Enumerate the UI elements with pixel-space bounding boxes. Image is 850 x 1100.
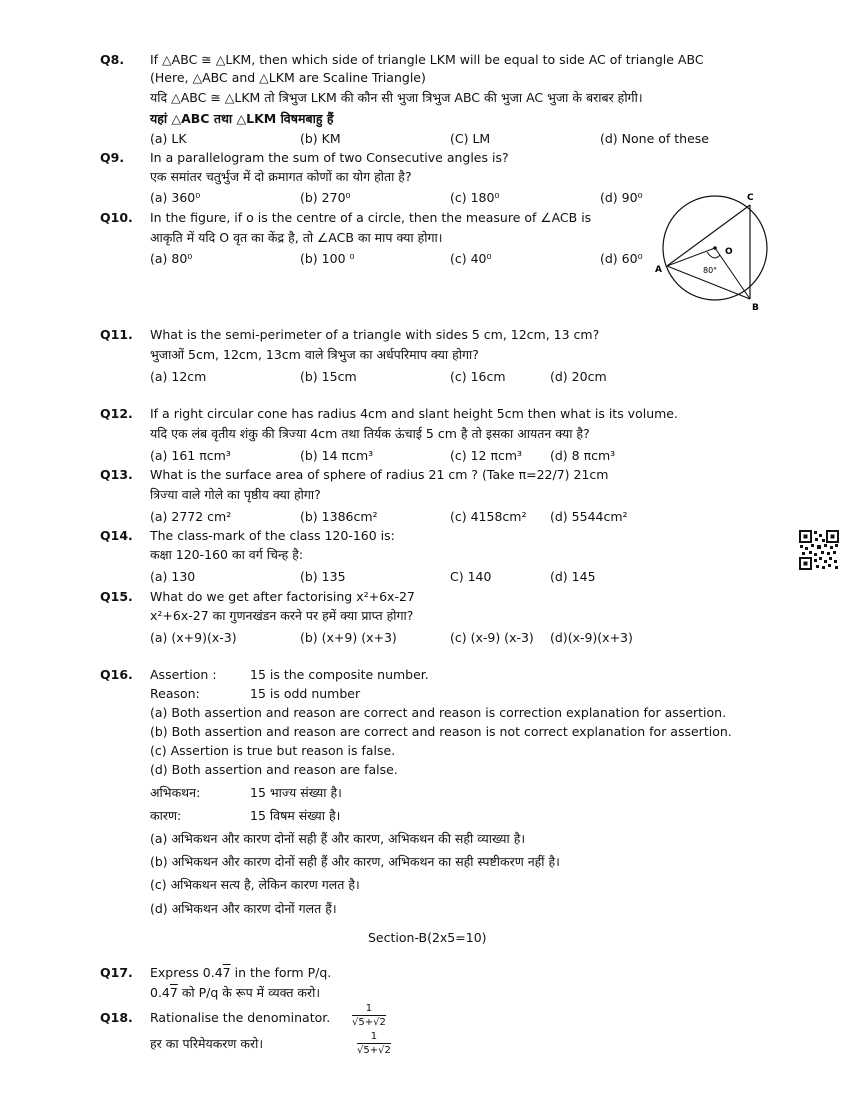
q16-option-d: (d) Both assertion and reason are false.	[150, 762, 398, 777]
q10-option-a: (a) 80⁰	[150, 251, 193, 266]
q8-option-b: (b) KM	[300, 131, 341, 146]
q16-assertion-label: Assertion :	[150, 667, 217, 682]
q15-number: Q15.	[100, 589, 133, 604]
q13-option-a: (a) 2772 cm²	[150, 509, 232, 524]
q12-number: Q12.	[100, 406, 133, 421]
q9-option-b: (b) 270⁰	[300, 190, 351, 205]
q9-number: Q9.	[100, 150, 125, 165]
q18-question-hi: हर का परिमेयकरण करो।	[150, 1036, 264, 1051]
q18-number: Q18.	[100, 1010, 133, 1025]
q16-option-b-hi: (b) अभिकथन और कारण दोनों सही हैं और कारण, अभिकथन का सही स्पष्टीकरण नहीं है।	[150, 854, 560, 869]
q10-option-d: (d) 60⁰	[600, 251, 643, 266]
q17-question-en: Express 0.47 in the form P/q.	[150, 965, 332, 980]
q15-question-hi: x²+6x-27 का गुणनखंडन करने पर हमें क्या प्राप्त होगा?	[150, 608, 414, 623]
q9-option-c: (c) 180⁰	[450, 190, 500, 205]
q8-option-c: (C) LM	[450, 131, 491, 146]
q15-option-d: (d)(x-9)(x+3)	[550, 630, 633, 645]
label-b: B	[752, 303, 759, 313]
chord-ac	[667, 205, 750, 266]
q9-option-d: (d) 90⁰	[600, 190, 643, 205]
radius-oa	[667, 248, 715, 266]
q11-option-b: (b) 15cm	[300, 369, 357, 384]
q10-number: Q10.	[100, 210, 133, 225]
q8-option-d: (d) None of these	[600, 131, 709, 146]
label-c: C	[747, 193, 754, 203]
qr-code	[799, 530, 839, 570]
q14-option-b: (b) 135	[300, 569, 346, 584]
q8-option-a: (a) LK	[150, 131, 187, 146]
q8-note-hi: यहां △ABC तथा △LKM विषमबाहु हैं	[150, 111, 334, 126]
q16-reason-hi: 15 विषम संख्या है।	[250, 808, 341, 823]
q12-option-b: (b) 14 πcm³	[300, 448, 374, 463]
q16-option-c: (c) Assertion is true but reason is false.	[150, 743, 396, 758]
section-b-heading: Section-B(2x5=10)	[368, 930, 487, 945]
q13-number: Q13.	[100, 467, 133, 482]
circle-figure	[648, 188, 778, 313]
q11-option-a: (a) 12cm	[150, 369, 207, 384]
q10-option-c: (c) 40⁰	[450, 251, 492, 266]
center-point	[713, 246, 717, 250]
q11-number: Q11.	[100, 327, 133, 342]
q18-fraction-en: $\frac{1}{√5+√2}$	[352, 1003, 386, 1028]
q15-option-b: (b) (x+9) (x+3)	[300, 630, 397, 645]
q18-question-en: Rationalise the denominator.	[150, 1010, 331, 1025]
q8-note-en: (Here, △ABC and △LKM are Scaline Triangle)	[150, 70, 426, 85]
q13-question-hi: त्रिज्या वाले गोले का पृष्ठीय क्या होगा?	[150, 487, 321, 502]
q16-reason-label-hi: कारण:	[150, 808, 182, 823]
q10-option-b: (b) 100 ⁰	[300, 251, 355, 266]
q16-reason-label: Reason:	[150, 686, 200, 701]
q16-assertion-label-hi: अभिकथन:	[150, 785, 201, 800]
q14-question-en: The class-mark of the class 120-160 is:	[150, 528, 395, 543]
q11-question-en: What is the semi-perimeter of a triangle with sides 5 cm, 12cm, 13 cm?	[150, 327, 600, 342]
q16-assertion-hi: 15 भाज्य संख्या है।	[250, 785, 342, 800]
q13-option-d: (d) 5544cm²	[550, 509, 628, 524]
q15-option-a: (a) (x+9)(x-3)	[150, 630, 237, 645]
q11-option-c: (c) 16cm	[450, 369, 506, 384]
q12-option-d: (d) 8 πcm³	[550, 448, 616, 463]
q18-fraction-hi: $\frac{1}{√5+√2}$	[357, 1031, 391, 1056]
repeating-bar-digit: 7	[222, 965, 231, 980]
q13-option-b: (b) 1386cm²	[300, 509, 378, 524]
angle-label: 80°	[703, 266, 718, 275]
q8-number: Q8.	[100, 52, 125, 67]
q16-number: Q16.	[100, 667, 133, 682]
q16-option-c-hi: (c) अभिकथन सत्य है, लेकिन कारण गलत है।	[150, 877, 360, 892]
q16-option-d-hi: (d) अभिकथन और कारण दोनों गलत हैं।	[150, 901, 337, 916]
q12-option-c: (c) 12 πcm³	[450, 448, 523, 463]
q14-option-a: (a) 130	[150, 569, 196, 584]
q9-question-en: In a parallelogram the sum of two Consecutive angles is?	[150, 150, 509, 165]
q9-option-a: (a) 360⁰	[150, 190, 201, 205]
q11-question-hi: भुजाओं 5cm, 12cm, 13cm वाले त्रिभुज का अर्धपरिमाप क्या होगा?	[150, 347, 479, 362]
q14-number: Q14.	[100, 528, 133, 543]
q8-question-hi: यदि △ABC ≅ △LKM तो त्रिभुज LKM की कौन सी भुजा त्रिभुज ABC की भुजा AC भुजा के बराबर होगी।	[150, 90, 643, 105]
q12-question-en: If a right circular cone has radius 4cm and slant height 5cm then what is its volume.	[150, 406, 678, 421]
q13-question-en: What is the surface area of sphere of radius 21 cm ? (Take π=22/7) 21cm	[150, 467, 609, 482]
q14-question-hi: कक्षा 120-160 का वर्ग चिन्ह है:	[150, 547, 304, 562]
q17-number: Q17.	[100, 965, 133, 980]
q12-option-a: (a) 161 πcm³	[150, 448, 231, 463]
label-o: O	[725, 247, 733, 257]
q15-question-en: What do we get after factorising x²+6x-27	[150, 589, 415, 604]
q16-option-b: (b) Both assertion and reason are correct and reason is not correct explanation for assertion.	[150, 724, 732, 739]
q17-question-hi: 0.47 को P/q के रूप में व्यक्त करो।	[150, 985, 321, 1000]
q9-question-hi: एक समांतर चतुर्भुज में दो क्रमागत कोणों का योग होता है?	[150, 169, 412, 184]
q16-assertion: 15 is the composite number.	[250, 667, 429, 682]
q16-reason: 15 is odd number	[250, 686, 361, 701]
q15-option-c: (c) (x-9) (x-3)	[450, 630, 534, 645]
q11-option-d: (d) 20cm	[550, 369, 607, 384]
q14-option-c: C) 140	[450, 569, 492, 584]
q10-question-hi: आकृति में यदि O वृत का केंद्र है, तो ∠ACB का माप क्या होगा।	[150, 230, 443, 245]
q10-question-en: In the figure, if o is the centre of a circle, then the measure of ∠ACB is	[150, 210, 592, 225]
q16-option-a: (a) Both assertion and reason are correct and reason is correction explanation for assertion.	[150, 705, 727, 720]
label-a: A	[655, 265, 662, 275]
q16-option-a-hi: (a) अभिकथन और कारण दोनों सही हैं और कारण, अभिकथन की सही व्याख्या है।	[150, 831, 526, 846]
q8-question-en: If △ABC ≅ △LKM, then which side of triangle LKM will be equal to side AC of triangle ABC	[150, 52, 704, 67]
q12-question-hi: यदि एक लंब वृतीय शंकु की त्रिज्या 4cm तथा तिर्यक ऊंचाई 5 cm है तो इसका आयतन क्या है?	[150, 426, 590, 441]
q14-option-d: (d) 145	[550, 569, 596, 584]
q13-option-c: (c) 4158cm²	[450, 509, 527, 524]
